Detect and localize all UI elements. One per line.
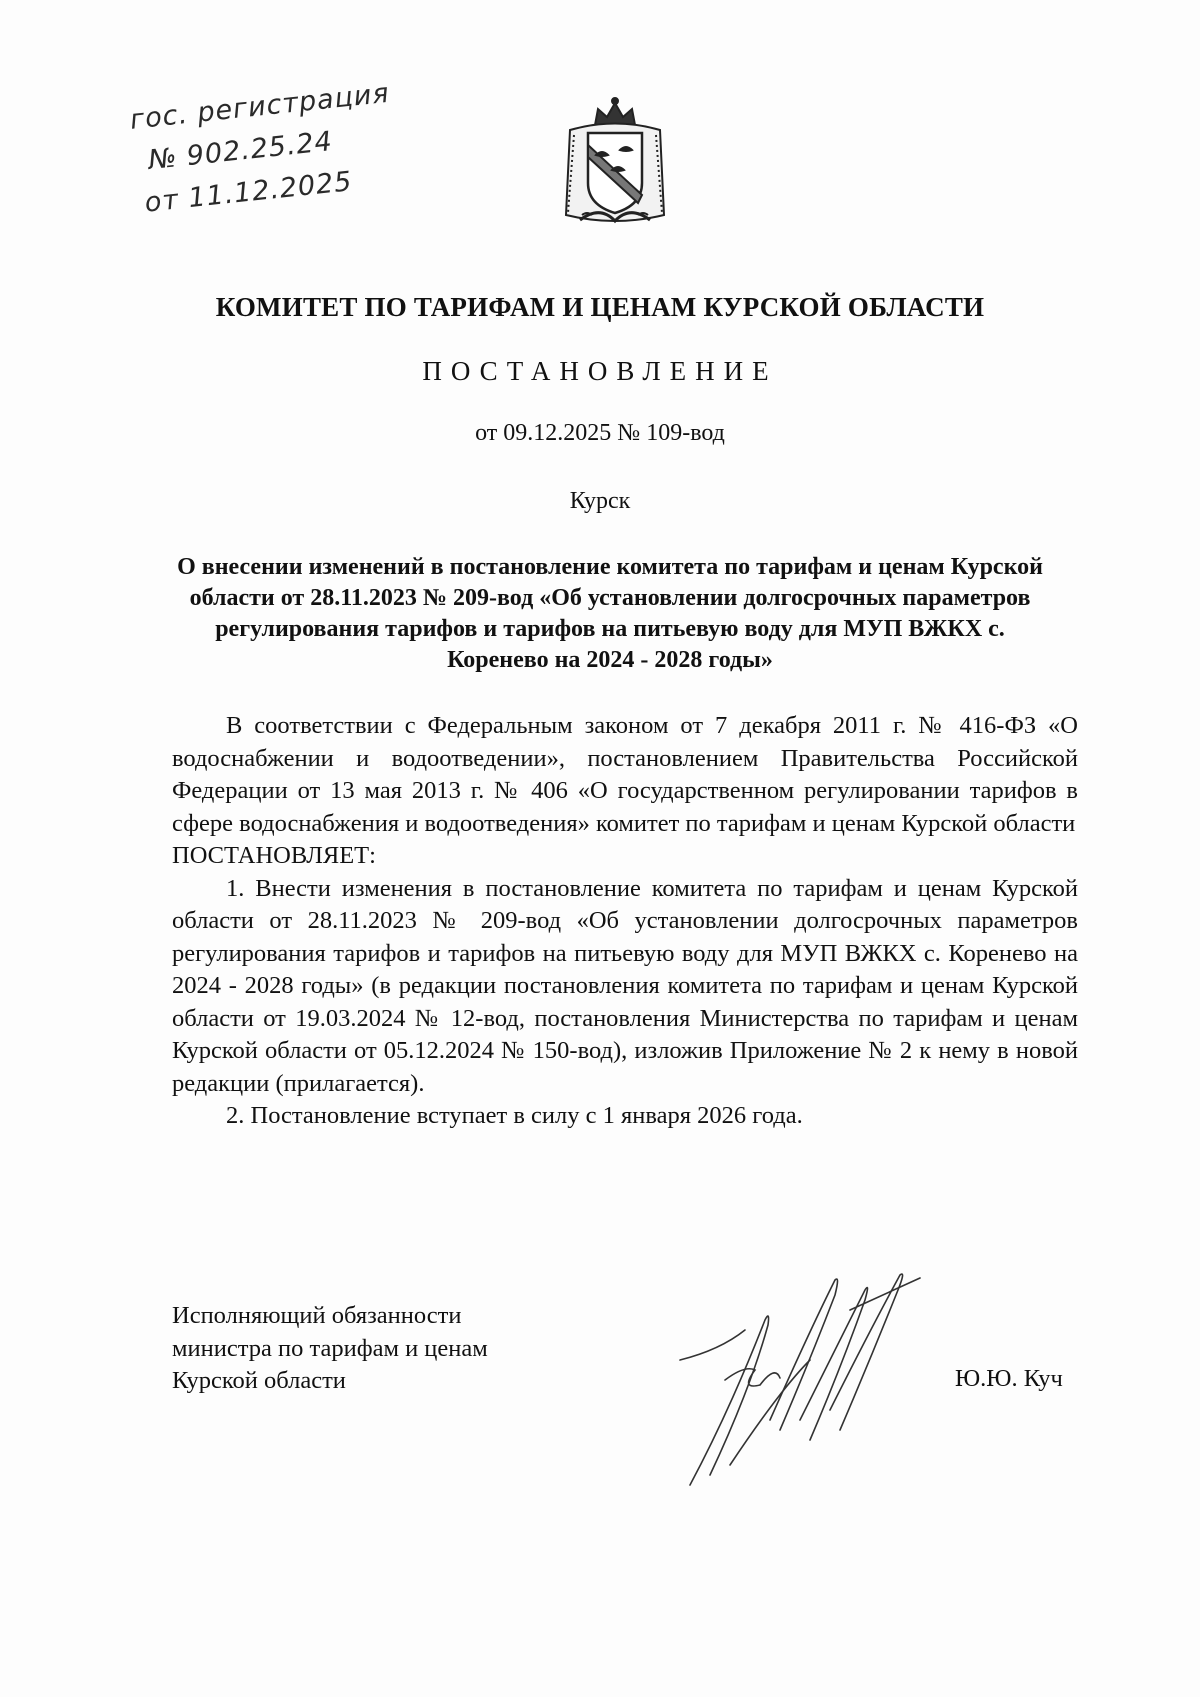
- handwritten-signature: [670, 1270, 940, 1510]
- document-subject: О внесении изменений в постановление комитета по тарифам и ценам Курской области от 28.11.2023 № 209-вод «Об установлении долгосрочных параметров регулирования тарифов и тарифов на питьевую воду для МУП ВЖКХ с. Коренево на 2024 - 2028 годы»: [177, 554, 1043, 673]
- resolution-item-2: 2. Постановление вступает в силу с 1 января 2026 года.: [226, 1102, 803, 1129]
- registration-note-number: № 902.25.24: [146, 125, 335, 177]
- handwritten-registration-note: [128, 67, 459, 226]
- registration-note-line1: гос. регистрация: [128, 77, 391, 136]
- signer-position-line2: министра по тарифам и ценам: [172, 1334, 488, 1362]
- organization-title: КОМИТЕТ ПО ТАРИФАМ И ЦЕНАМ КУРСКОЙ ОБЛАСТИ: [215, 292, 985, 322]
- signer-position: [172, 1300, 592, 1398]
- document-type: ПОСТАНОВЛЕНИЕ: [422, 356, 778, 386]
- resolves-keyword: ПОСТАНОВЛЯЕТ:: [172, 842, 376, 869]
- document-city: Курск: [569, 488, 631, 514]
- resolution-item-1: 1. Внести изменения в постановление комитета по тарифам и ценам Курской области от 28.11.2023 № 209-вод «Об установлении долгосрочных параметров регулирования тарифов и тарифов на питьевую воду для МУП ВЖКХ с. Коренево на 2024 - 2028 годы» (в редакции постановления комитета по тарифам и ценам Курской области от 19.03.2024 № 12-вод, постановления Министерства по тарифам и ценам Курской области от 05.12.2024 № 150-вод), изложив Приложение № 2 к нему в новой редакции (прилагается).: [172, 874, 1078, 1097]
- kursk-coat-of-arms-icon: [560, 95, 670, 230]
- signer-position-line1: Исполняющий обязанности: [172, 1302, 462, 1329]
- registration-note-date: от 11.12.2025: [143, 166, 354, 219]
- document-date-number: от 09.12.2025 № 109-вод: [475, 420, 725, 446]
- signer-position-line3: Курской области: [172, 1367, 346, 1394]
- signer-name: Ю.Ю. Куч: [955, 1365, 1063, 1392]
- document-body: [172, 710, 1078, 1133]
- preamble-paragraph: В соответствии с Федеральным законом от 7 декабря 2011 г. № 416-ФЗ «О водоснабжении и водоотведении», постановлением Правительства Российской Федерации от 13 мая 2013 г. № 406 «О государственном регулировании тарифов в сфере водоснабжения и водоотведения» комитет по тарифам и ценам Курской области: [172, 712, 1078, 837]
